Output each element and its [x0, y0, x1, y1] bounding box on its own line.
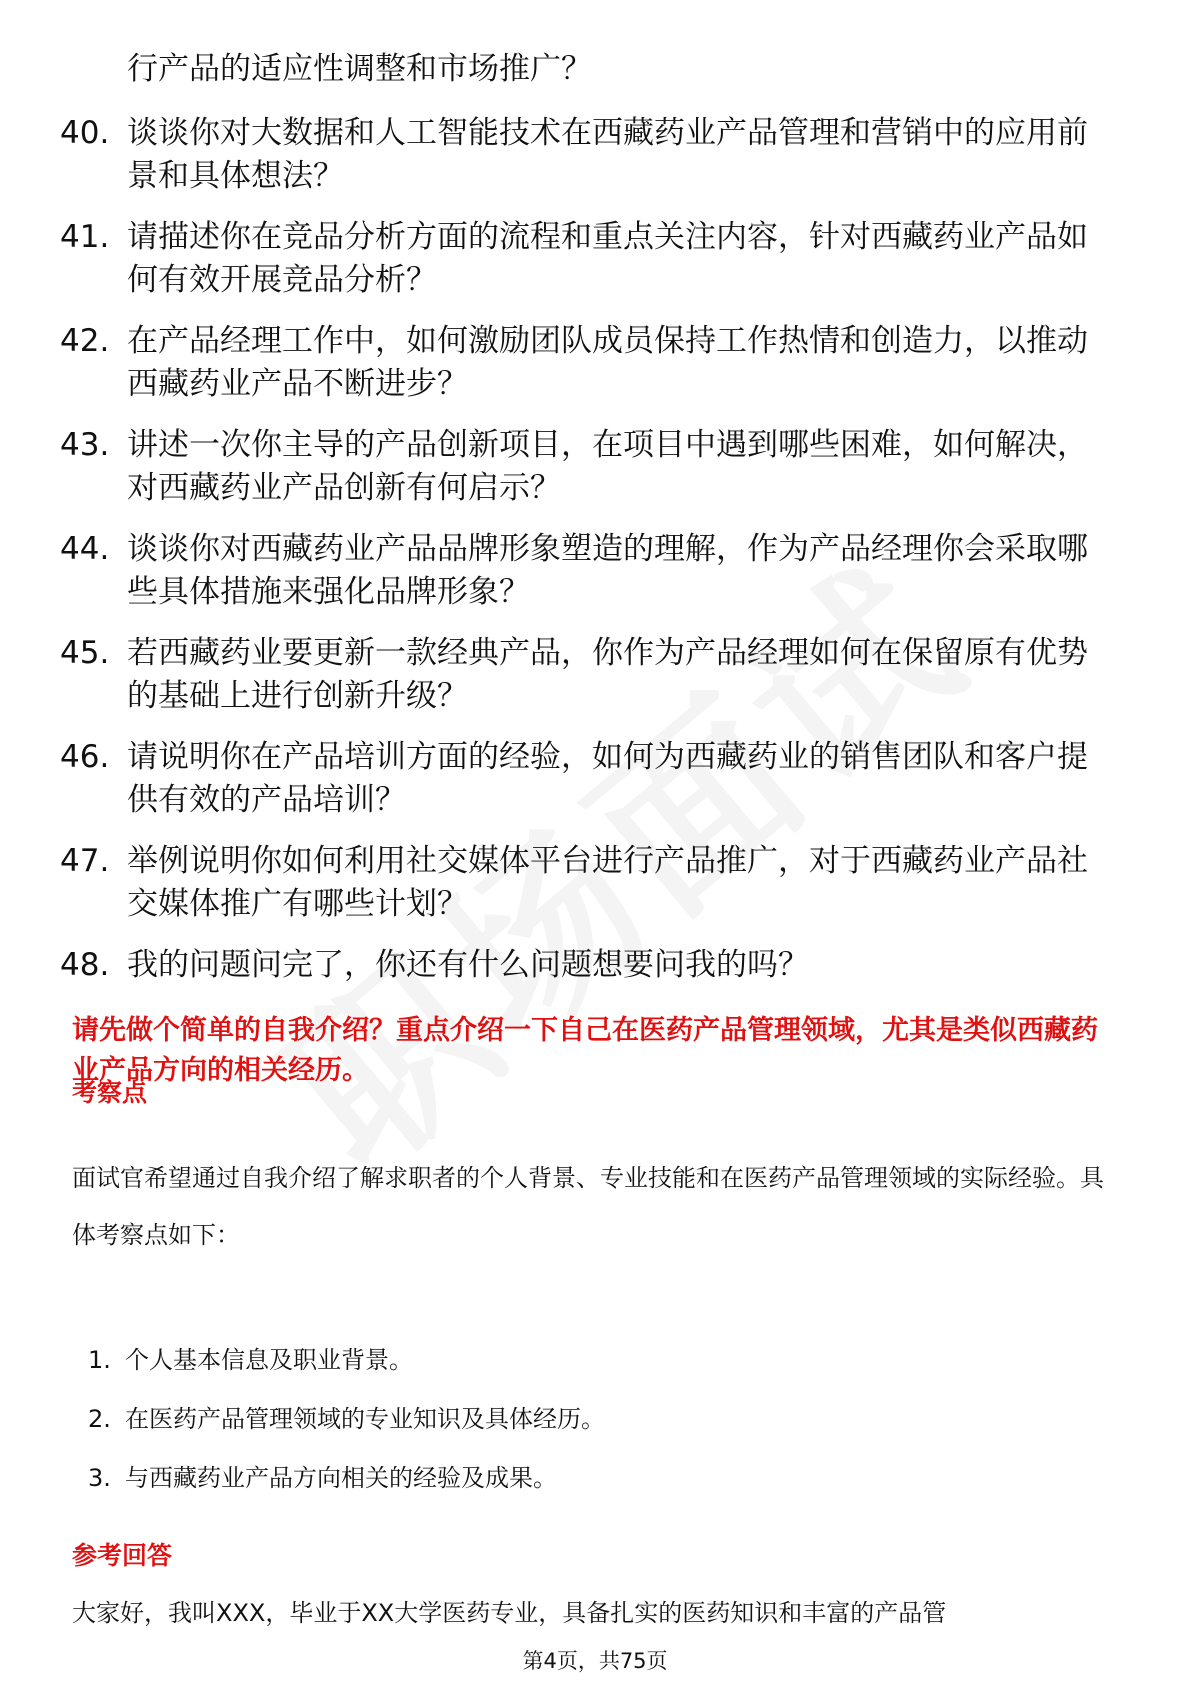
question-continuation: 行产品的适应性调整和市场推广？: [127, 51, 592, 87]
question-number: 47.: [60, 843, 110, 879]
focus-point-item: [88, 1342, 605, 1378]
focus-intro: 面试官希望通过自我介绍了解求职者的个人背景、专业技能和在医药产品管理领域的实际经验。具体考察点如下：: [72, 1164, 1104, 1249]
answer-text: 大家好，我叫XXX，毕业于XX大学医药专业，具备扎实的医药知识和丰富的产品管: [72, 1599, 947, 1627]
question-item: [60, 424, 1120, 510]
question-number: 42.: [60, 323, 110, 359]
focus-point-text: 与西藏药业产品方向相关的经验及成果。: [125, 1464, 557, 1492]
focus-point-number: 2.: [88, 1405, 111, 1433]
focus-point-item: [88, 1401, 605, 1437]
question-text: 请描述你在竞品分析方面的流程和重点关注内容，针对西藏药业产品如何有效开展竞品分析？: [127, 219, 1088, 298]
question-item: [60, 840, 1120, 926]
focus-point-text: 个人基本信息及职业背景。: [125, 1346, 413, 1374]
question-number: 40.: [60, 115, 110, 151]
question-number: 48.: [60, 947, 110, 983]
focus-point-item: [88, 1460, 605, 1496]
question-text: 请说明你在产品培训方面的经验，如何为西藏药业的销售团队和客户提供有效的产品培训？: [127, 739, 1088, 818]
question-item: [60, 216, 1120, 302]
question-number: 41.: [60, 219, 110, 255]
focus-points-list: [88, 1342, 605, 1519]
question-text: 若西藏药业要更新一款经典产品，你作为产品经理如何在保留原有优势的基础上进行创新升级？: [127, 635, 1088, 714]
section-question-heading: 请先做个简单的自我介绍？重点介绍一下自己在医药产品管理领域，尤其是类似西藏药业产品方向的相关经历。: [72, 1015, 1098, 1086]
focus-point-text: 在医药产品管理领域的专业知识及具体经历。: [125, 1405, 605, 1433]
question-number: 45.: [60, 635, 110, 671]
answer-label: 参考回答: [72, 1541, 173, 1570]
question-list: [60, 112, 1120, 987]
question-text: 谈谈你对西藏药业产品品牌形象塑造的理解，作为产品经理你会采取哪些具体措施来强化品牌形象？: [127, 531, 1088, 610]
question-item: [60, 112, 1120, 198]
question-item: [60, 528, 1120, 614]
question-number: 46.: [60, 739, 110, 775]
focus-label: 考察点: [72, 1078, 148, 1107]
focus-point-number: 3.: [88, 1464, 111, 1492]
focus-point-number: 1.: [88, 1346, 111, 1374]
question-item: [60, 944, 1120, 987]
question-text: 谈谈你对大数据和人工智能技术在西藏药业产品管理和营销中的应用前景和具体想法？: [127, 115, 1088, 194]
question-number: 43.: [60, 427, 110, 463]
question-item: [60, 320, 1120, 406]
question-item: [60, 632, 1120, 718]
page-footer: 第4页，共75页: [522, 1649, 668, 1673]
question-item: [60, 736, 1120, 822]
question-text: 讲述一次你主导的产品创新项目，在项目中遇到哪些困难，如何解决，对西藏药业产品创新有何启示？: [127, 427, 1088, 506]
question-text: 在产品经理工作中，如何激励团队成员保持工作热情和创造力，以推动西藏药业产品不断进步？: [127, 323, 1088, 402]
question-text: 我的问题问完了，你还有什么问题想要问我的吗？: [127, 947, 809, 983]
question-text: 举例说明你如何利用社交媒体平台进行产品推广，对于西藏药业产品社交媒体推广有哪些计划？: [127, 843, 1088, 922]
question-number: 44.: [60, 531, 110, 567]
